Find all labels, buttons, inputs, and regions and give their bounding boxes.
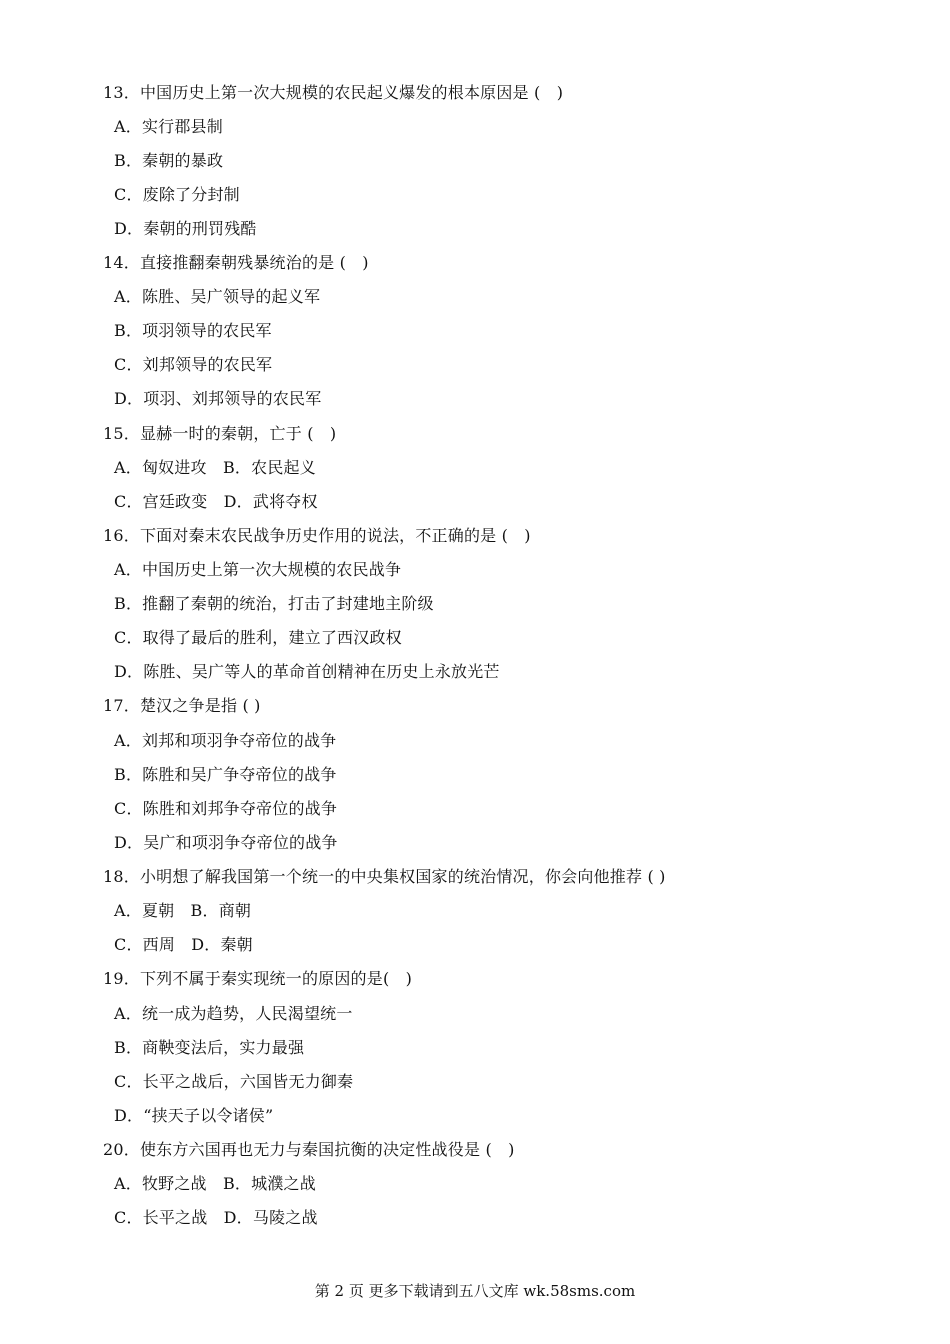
page-footer: 第 2 页 更多下载请到五八文库 wk.58sms.com [314,1282,636,1300]
question-15-stem: 15．显赫一时的秦朝，亡于 ( ) [103,424,337,443]
question-17-option-b: B．陈胜和吴广争夺帝位的战争 [114,765,337,784]
question-13-option-a: A．实行郡县制 [114,117,223,136]
question-17-stem: 17．楚汉之争是指 ( ) [103,696,261,715]
question-20-options-ab: A．牧野之战 B．城濮之战 [114,1174,316,1193]
question-14-option-a: A．陈胜、吴广领导的起义军 [114,287,321,306]
question-17-option-c: C．陈胜和刘邦争夺帝位的战争 [114,799,338,818]
question-19-stem: 19．下列不属于秦实现统一的原因的是( ) [103,969,413,988]
question-13-option-c: C．废除了分封制 [114,185,240,204]
question-17-option-d: D．吴广和项羽争夺帝位的战争 [114,833,338,852]
question-20-stem: 20．使东方六国再也无力与秦国抗衡的决定性战役是 ( ) [103,1140,515,1159]
question-14-option-c: C．刘邦领导的农民军 [114,355,273,374]
question-17-option-a: A．刘邦和项羽争夺帝位的战争 [114,731,337,750]
question-16-option-c: C．取得了最后的胜利，建立了西汉政权 [114,628,402,647]
question-19-option-b: B．商鞅变法后，实力最强 [114,1038,305,1057]
question-20-options-cd: C．长平之战 D．马陵之战 [114,1208,318,1227]
question-14-option-b: B．项羽领导的农民军 [114,321,272,340]
question-16-stem: 16．下面对秦末农民战争历史作用的说法，不正确的是 ( ) [103,526,531,545]
question-18-options-ab: A．夏朝 B．商朝 [114,901,252,920]
question-13-option-d: D．秦朝的刑罚残酷 [114,219,257,238]
question-16-option-a: A．中国历史上第一次大规模的农民战争 [114,560,402,579]
question-18-stem: 18．小明想了解我国第一个统一的中央集权国家的统治情况，你会向他推荐 ( ) [103,867,666,886]
question-16-option-b: B．推翻了秦朝的统治，打击了封建地主阶级 [114,594,434,613]
question-14-option-d: D．项羽、刘邦领导的农民军 [114,389,322,408]
question-16-option-d: D．陈胜、吴广等人的革命首创精神在历史上永放光芒 [114,662,500,681]
question-18-options-cd: C．西周 D．秦朝 [114,935,253,954]
question-15-options-cd: C．宫廷政变 D．武将夺权 [114,492,318,511]
question-19-option-c: C．长平之战后，六国皆无力御秦 [114,1072,354,1091]
question-13-option-b: B．秦朝的暴政 [114,151,224,170]
question-14-stem: 14．直接推翻秦朝残暴统治的是 ( ) [103,253,369,272]
question-15-options-ab: A．匈奴进攻 B．农民起义 [114,458,316,477]
question-19-option-a: A．统一成为趋势，人民渴望统一 [114,1004,353,1023]
question-19-option-d: D．“挟天子以令诸侯” [114,1106,274,1125]
question-13-stem: 13．中国历史上第一次大规模的农民起义爆发的根本原因是 ( ) [103,83,564,102]
